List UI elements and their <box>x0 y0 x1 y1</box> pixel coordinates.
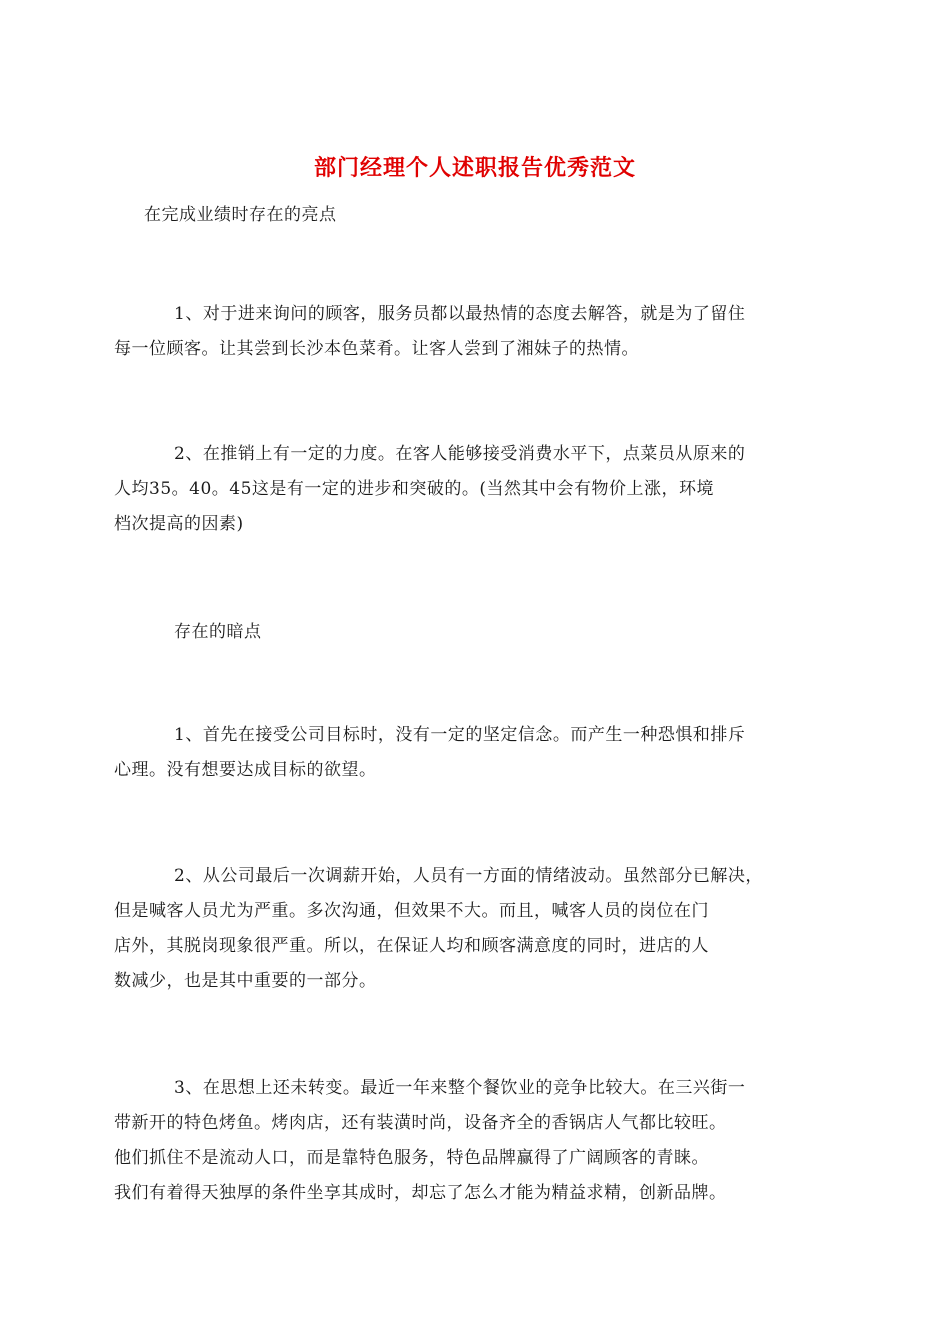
section-heading-highlights: 在完成业绩时存在的亮点 <box>144 205 337 225</box>
paragraph-line: 他们抓住不是流动人口，而是靠特色服务，特色品牌赢得了广阔顾客的青睐。 <box>114 1148 709 1168</box>
paragraph-line: 3、在思想上还未转变。最近一年来整个餐饮业的竞争比较大。在三兴街一 <box>174 1078 746 1098</box>
paragraph-weakness-1 <box>114 718 814 788</box>
paragraph-line: 店外，其脱岗现象很严重。所以，在保证人均和顾客满意度的同时，进店的人 <box>114 936 709 956</box>
paragraph-line: 我们有着得天独厚的条件坐享其成时，却忘了怎么才能为精益求精，创新品牌。 <box>114 1183 727 1203</box>
paragraph-line: 人均35。40。45这是有一定的进步和突破的。(当然其中会有物价上涨，环境 <box>114 479 715 499</box>
section-heading-weaknesses: 存在的暗点 <box>174 622 262 642</box>
paragraph-line: 每一位顾客。让其尝到长沙本色菜肴。让客人尝到了湘妹子的热情。 <box>114 339 639 359</box>
paragraph-line: 2、从公司最后一次调薪开始，人员有一方面的情绪波动。虽然部分已解决， <box>174 866 763 886</box>
paragraph-highlight-2 <box>114 437 814 542</box>
paragraph-highlight-1 <box>114 297 814 367</box>
paragraph-line: 档次提高的因素) <box>114 514 244 534</box>
paragraph-weakness-2 <box>114 859 814 999</box>
paragraph-line: 1、对于进来询问的顾客，服务员都以最热情的态度去解答，就是为了留住 <box>174 304 746 324</box>
paragraph-line: 2、在推销上有一定的力度。在客人能够接受消费水平下，点菜员从原来的 <box>174 444 746 464</box>
paragraph-line: 1、首先在接受公司目标时，没有一定的坚定信念。而产生一种恐惧和排斥 <box>174 725 746 745</box>
paragraph-weakness-3 <box>114 1071 814 1211</box>
paragraph-line: 带新开的特色烤鱼。烤肉店，还有装潢时尚，设备齐全的香锅店人气都比较旺。 <box>114 1113 727 1133</box>
paragraph-line: 数减少，也是其中重要的一部分。 <box>114 971 377 991</box>
document-title: 部门经理个人述职报告优秀范文 <box>313 155 636 181</box>
paragraph-line: 心理。没有想要达成目标的欲望。 <box>114 760 377 780</box>
paragraph-line: 但是喊客人员尤为严重。多次沟通，但效果不大。而且，喊客人员的岗位在门 <box>114 901 709 921</box>
